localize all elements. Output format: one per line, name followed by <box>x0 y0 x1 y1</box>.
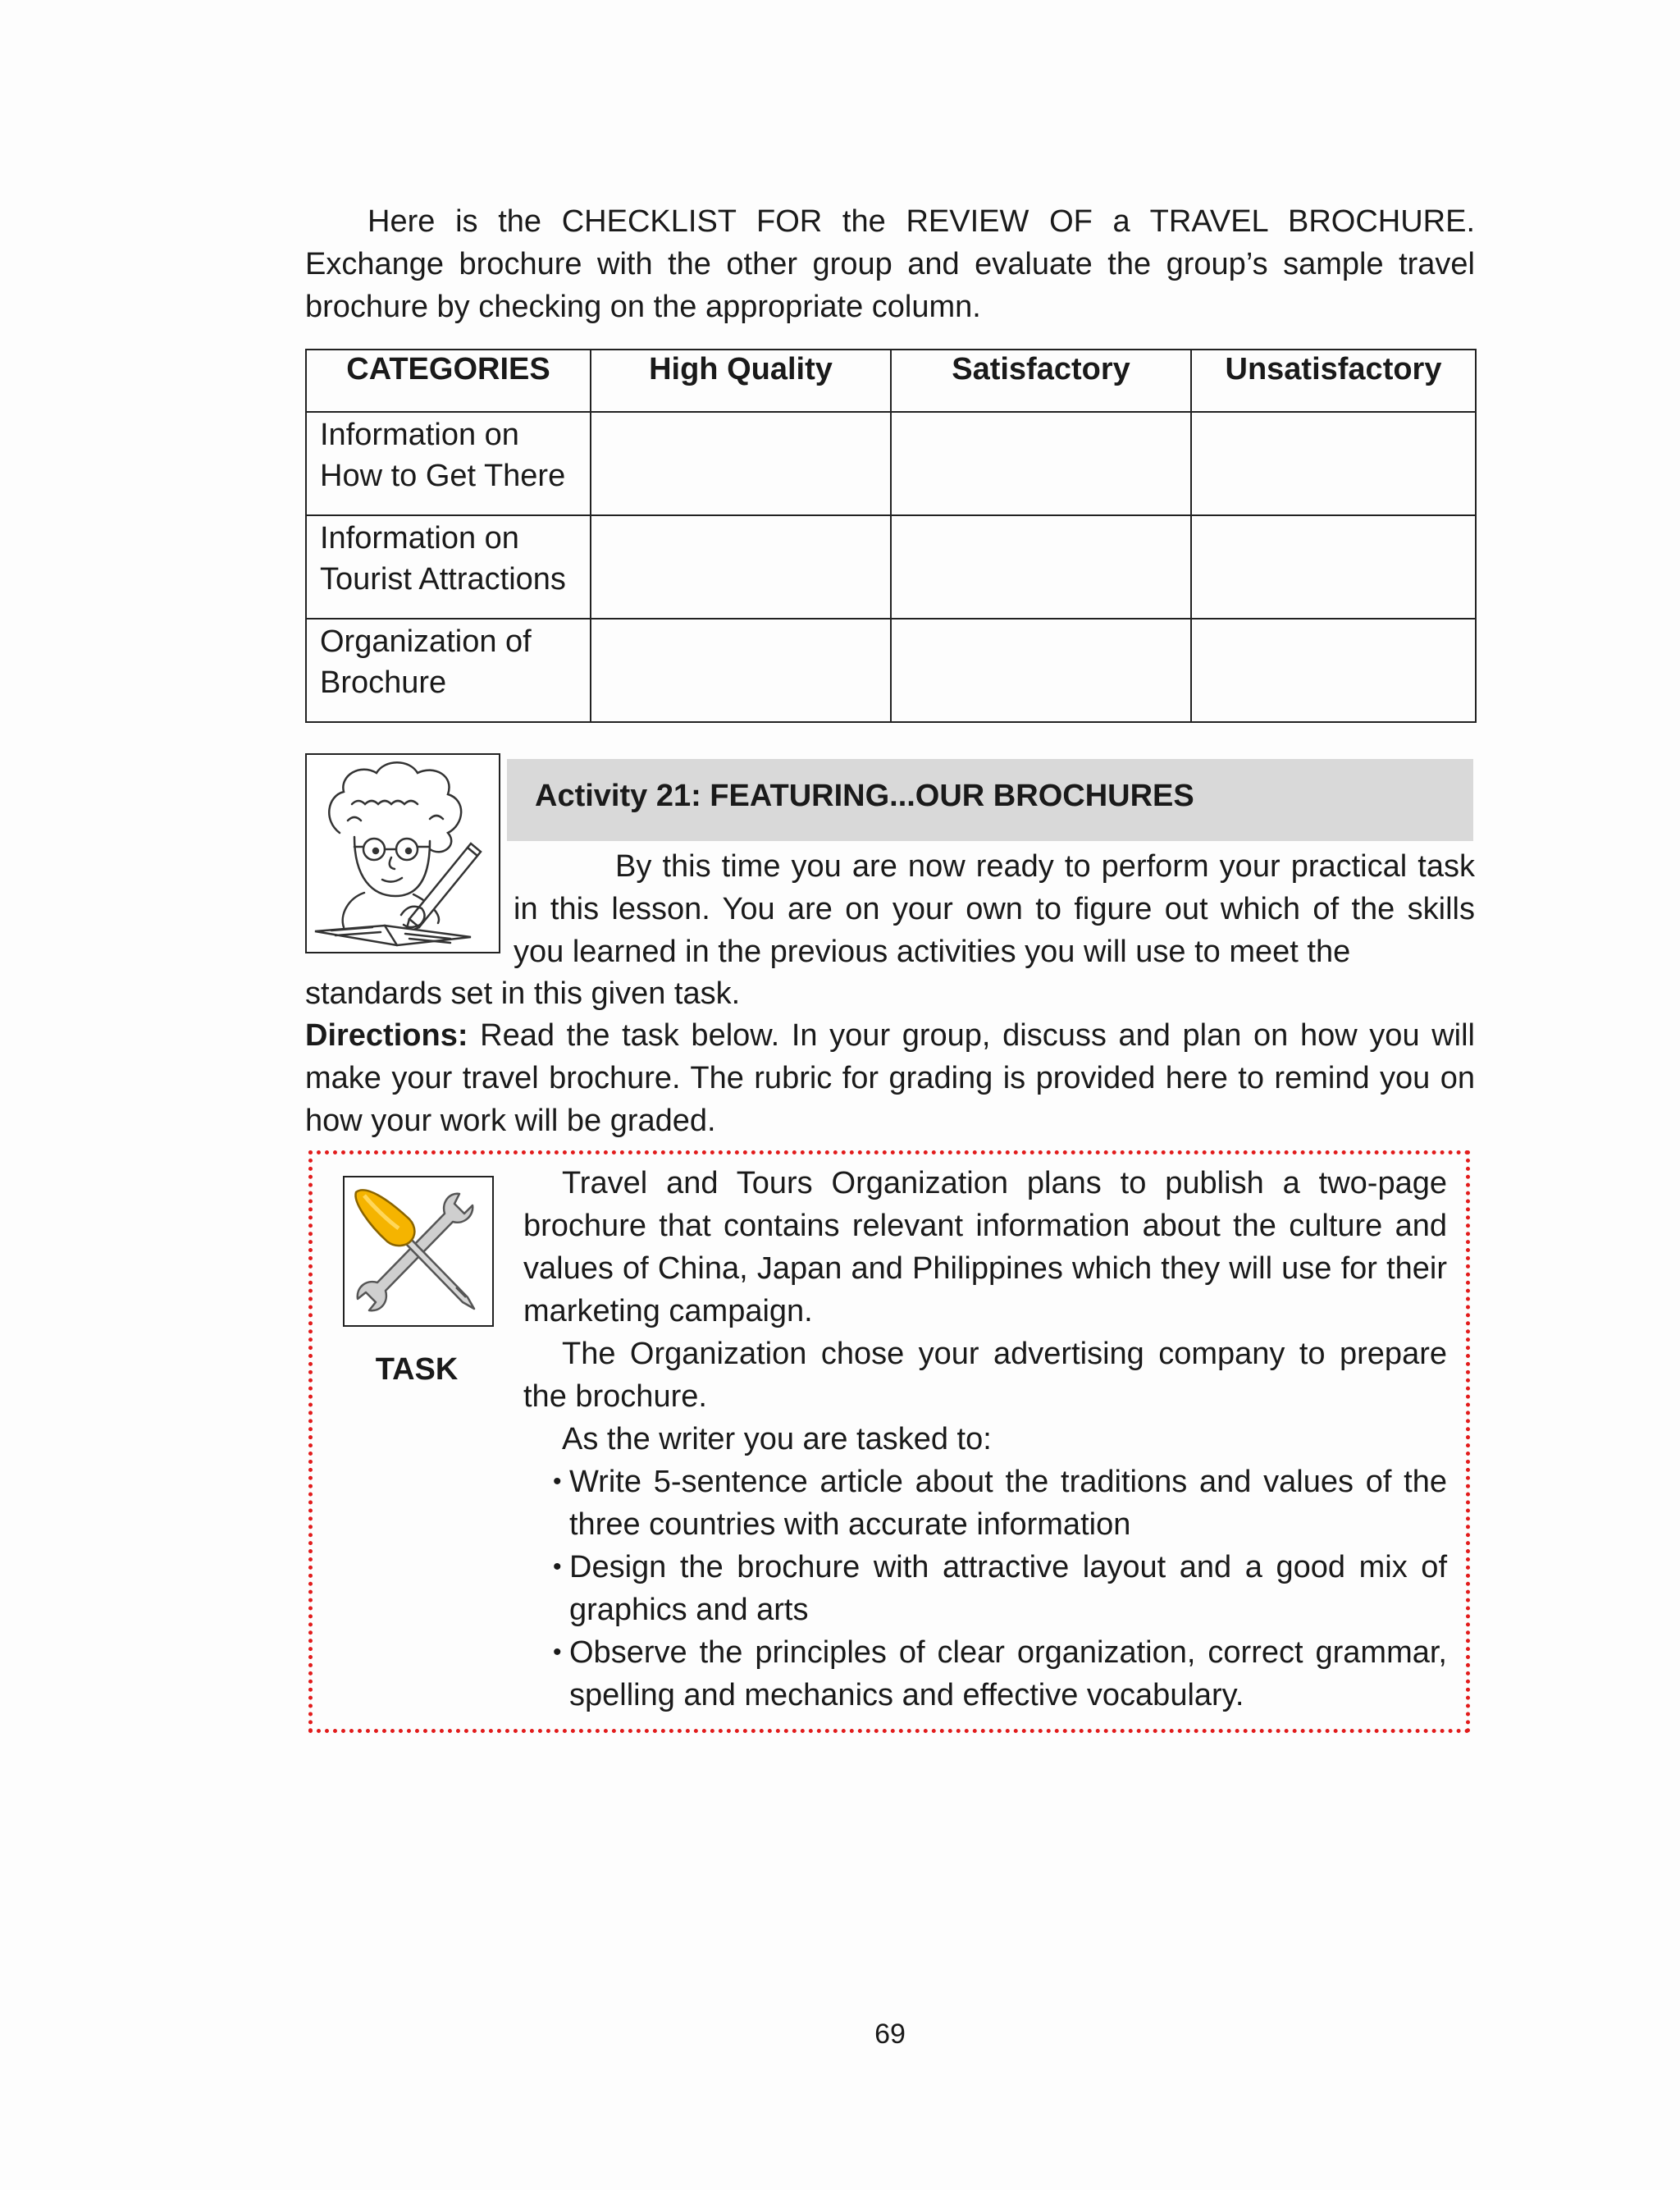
high-quality-check-cell[interactable] <box>591 412 891 515</box>
student-icon <box>307 755 499 952</box>
activity-title: Activity 21: FEATURING...OUR BROCHURES <box>535 779 1194 813</box>
bullet-icon: • <box>553 1468 562 1495</box>
directions-text: Read the task below. In your group, discuss and plan on how you will make your travel brochure. The rubric for grading is provided here to remind you on how your work will be graded. <box>305 1018 1475 1138</box>
header-categories: CATEGORIES <box>306 350 591 412</box>
satisfactory-check-cell[interactable] <box>891 412 1191 515</box>
activity-paragraph-end: standards set in this given task. <box>305 976 741 1011</box>
task-label: TASK <box>375 1352 459 1387</box>
category-line: Organization of <box>320 624 532 659</box>
header-high-quality: High Quality <box>591 350 891 412</box>
student-writing-illustration <box>305 753 500 953</box>
unsatisfactory-check-cell[interactable] <box>1191 619 1476 722</box>
category-line: Information on <box>320 418 519 452</box>
high-quality-check-cell[interactable] <box>591 619 891 722</box>
intro-paragraph: Here is the CHECKLIST FOR the REVIEW OF a TRAVEL BROCHURE. Exchange brochure with the other group and evaluate the group’s sample travel brochure by checking on the appropriate column. <box>305 204 1475 324</box>
directions-paragraph <box>305 1014 1475 1142</box>
task-paragraph: As the writer you are tasked to: <box>562 1422 992 1456</box>
list-item <box>523 1461 1447 1546</box>
list-item-text: Write 5-sentence article about the traditions and values of the three countries with accurate information <box>569 1465 1447 1542</box>
satisfactory-check-cell[interactable] <box>891 515 1191 619</box>
table-row <box>306 412 1476 515</box>
activity-paragraph: By this time you are now ready to perform your practical task in this lesson. You are on your own to figure out which of the skills you learned in the previous activities you will use to meet the <box>514 849 1475 969</box>
review-checklist-table <box>305 349 1477 723</box>
bullet-icon: • <box>553 1639 562 1666</box>
header-unsatisfactory: Unsatisfactory <box>1191 350 1476 412</box>
page-number: 69 <box>874 2019 906 2050</box>
task-bullet-list <box>523 1461 1447 1717</box>
table-row <box>306 515 1476 619</box>
directions-label: Directions: <box>305 1018 468 1053</box>
header-satisfactory: Satisfactory <box>891 350 1191 412</box>
wrench-screwdriver-icon <box>345 1177 492 1325</box>
task-description <box>523 1162 1447 1717</box>
unsatisfactory-check-cell[interactable] <box>1191 515 1476 619</box>
category-cell <box>306 412 591 515</box>
category-cell <box>306 619 591 722</box>
category-line: Information on <box>320 521 519 556</box>
task-paragraph: The Organization chose your advertising company to prepare the brochure. <box>523 1337 1447 1414</box>
list-item <box>523 1546 1447 1631</box>
high-quality-check-cell[interactable] <box>591 515 891 619</box>
category-line: Tourist Attractions <box>320 562 566 597</box>
satisfactory-check-cell[interactable] <box>891 619 1191 722</box>
category-line: How to Get There <box>320 459 566 493</box>
category-cell <box>306 515 591 619</box>
list-item <box>523 1631 1447 1717</box>
list-item-text: Design the brochure with attractive layout and a good mix of graphics and arts <box>569 1550 1447 1627</box>
category-line: Brochure <box>320 665 447 700</box>
bullet-icon: • <box>553 1553 562 1580</box>
list-item-text: Observe the principles of clear organization, correct grammar, spelling and mechanics and effective vocabulary. <box>569 1635 1447 1712</box>
unsatisfactory-check-cell[interactable] <box>1191 412 1476 515</box>
task-paragraph: Travel and Tours Organization plans to publish a two-page brochure that contains relevant information about the culture and values of China, Japan and Philippines which they will use for their marketing campaign. <box>523 1166 1447 1328</box>
table-row <box>306 619 1476 722</box>
table-header-row <box>306 350 1476 412</box>
activity-title-bar <box>507 759 1473 841</box>
task-tools-illustration <box>343 1176 494 1327</box>
